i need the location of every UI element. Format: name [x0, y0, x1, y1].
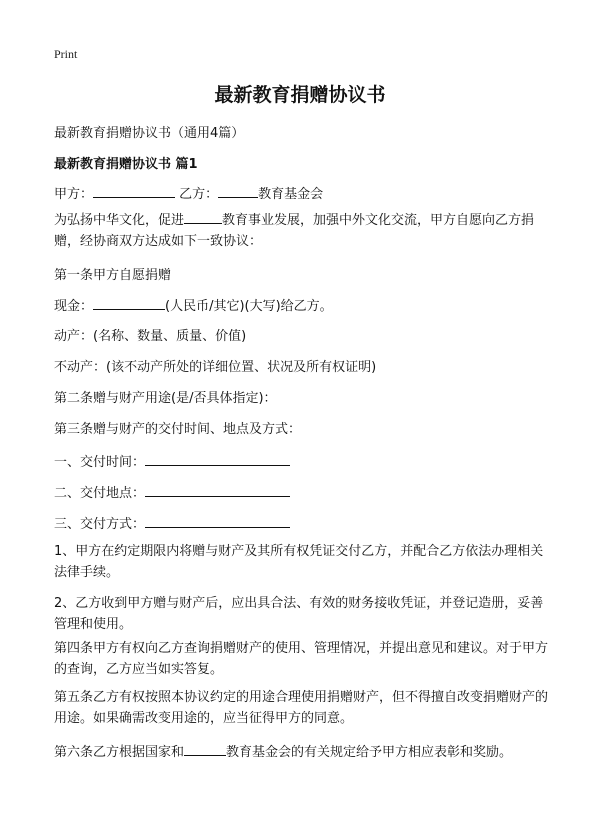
- delivery-time-line: [54, 451, 290, 470]
- delivery-method-label: 三、交付方式：: [54, 517, 146, 532]
- intro-paragraph: [54, 210, 554, 252]
- intro-part1: 为弘扬中华文化，促进: [54, 213, 185, 228]
- intro-blank: [184, 210, 222, 224]
- intro-part2: 教育事业发展，加强中外文化交流，甲方自愿向乙方捐赠，经协商双方达成如下一致协议：: [54, 213, 535, 249]
- delivery-place-line: [54, 482, 290, 501]
- delivery-place-blank: [145, 483, 290, 497]
- clause-1: 1、甲方在约定期限内将赠与财产及其所有权凭证交付乙方，并配合乙方依法办理相关法律手续。: [54, 544, 544, 580]
- delivery-time-blank: [145, 452, 290, 466]
- cash-line: [54, 295, 333, 314]
- article-3: 第三条赠与财产的交付时间、地点及方式：: [54, 422, 302, 437]
- delivery-place-label: 二、交付地点：: [54, 486, 146, 501]
- document-title: 最新教育捐赠协议书: [214, 84, 386, 106]
- print-link[interactable]: Print: [54, 47, 78, 61]
- cash-label: 现金：: [54, 299, 94, 314]
- delivery-time-label: 一、交付时间：: [54, 455, 146, 470]
- article-2: 第二条赠与财产用途(是/否具体指定)：: [54, 391, 277, 406]
- party-b-blank: [218, 184, 258, 198]
- article-6: [54, 741, 512, 760]
- article-1-title: 第一条甲方自愿捐赠: [54, 268, 172, 283]
- party-b-label: 乙方：: [179, 187, 219, 202]
- parties-line: [54, 183, 323, 202]
- delivery-method-line: [54, 513, 290, 532]
- immovable-property: 不动产：(该不动产所处的详细位置、状况及所有权证明): [54, 360, 377, 375]
- section-heading: 最新教育捐赠协议书 篇1: [54, 157, 198, 172]
- party-b-suffix: 教育基金会: [258, 187, 324, 202]
- movable-property: 动产：(名称、数量、质量、价值): [54, 329, 247, 344]
- cash-blank: [93, 296, 165, 310]
- clause-2: 2、乙方收到甲方赠与财产后，应出具合法、有效的财务接收凭证，并登记造册，妥善管理和使用。: [54, 596, 544, 632]
- article-6-part2: 教育基金会的有关规定给予甲方相应表彰和奖励。: [226, 745, 513, 760]
- article-6-part1: 第六条乙方根据国家和: [54, 745, 185, 760]
- document-subtitle: 最新教育捐赠协议书（通用4篇）: [54, 126, 245, 141]
- party-a-blank: [93, 184, 175, 198]
- article-6-blank: [184, 742, 226, 756]
- article-4: 第四条甲方有权向乙方查询捐赠财产的使用、管理情况，并提出意见和建议。对于甲方的查询，乙方应当如实答复。: [54, 641, 549, 677]
- delivery-method-blank: [145, 514, 290, 528]
- article-5: 第五条乙方有权按照本协议约定的用途合理使用捐赠财产，但不得擅自改变捐赠财产的用途。如果确需改变用途的，应当征得甲方的同意。: [54, 690, 549, 726]
- cash-suffix: (人民币/其它)(大写)给乙方。: [165, 299, 333, 314]
- party-a-label: 甲方：: [54, 187, 94, 202]
